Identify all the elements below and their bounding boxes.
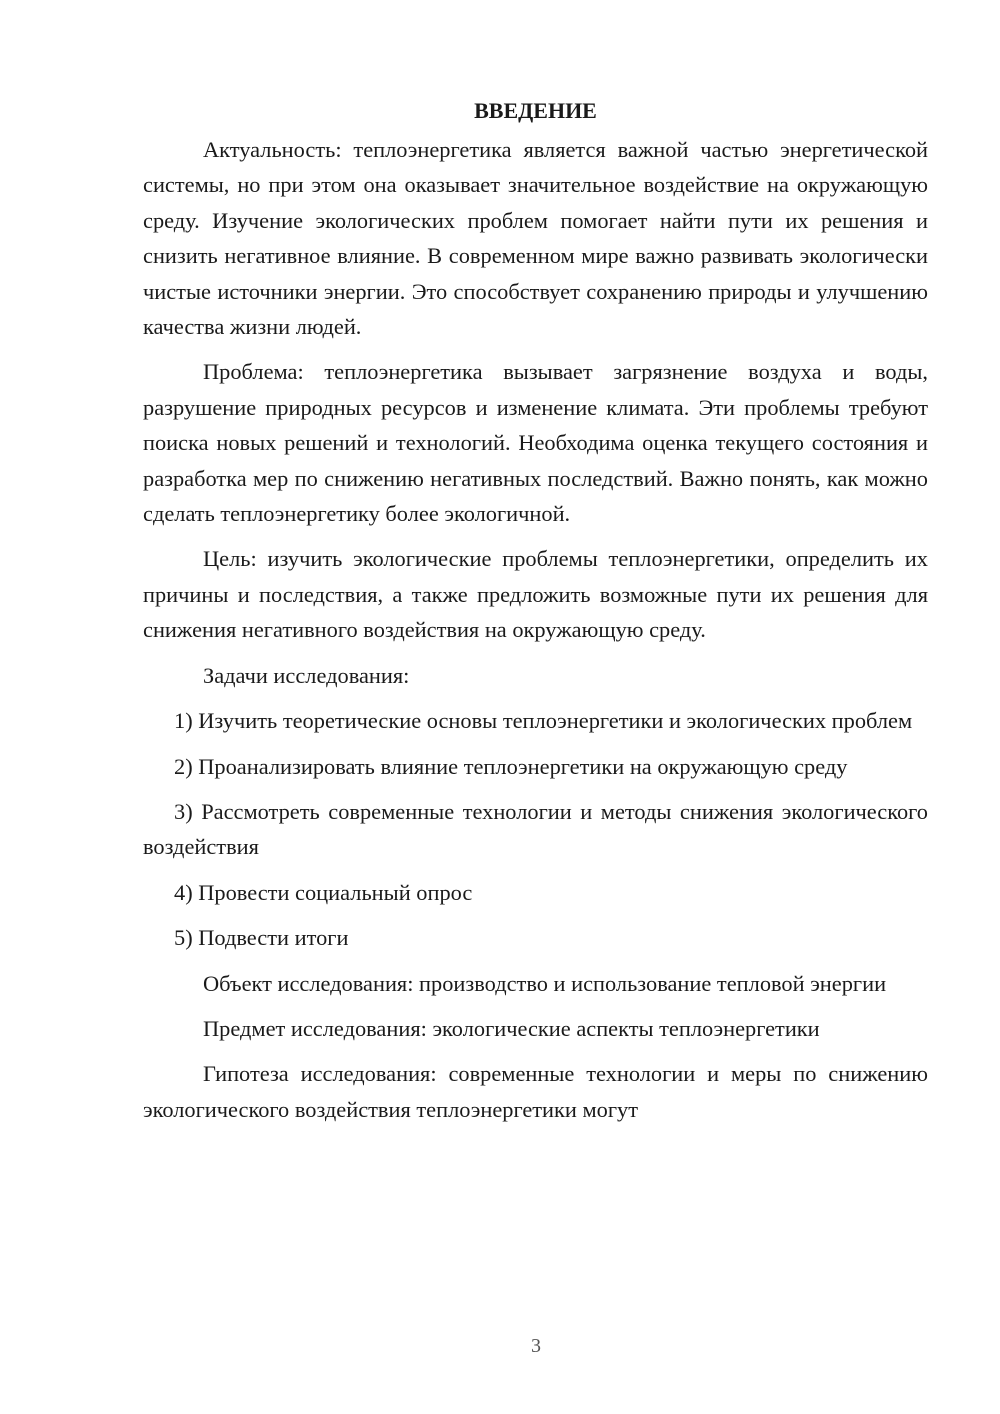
- document-page: [143, 93, 928, 1137]
- page-number: 3: [531, 1335, 541, 1357]
- paragraph-hypothesis: Гипотеза исследования: современные технологии и меры по снижению экологического воздействия теплоэнергетики могут: [143, 1061, 928, 1122]
- paragraph-problem: Проблема: теплоэнергетика вызывает загрязнение воздуха и воды, разрушение природных ресурсов и изменение климата. Эти проблемы требуют поиска новых решений и технологий. Необходима оценка текущего состояния и разработка мер по снижению негативных последствий. Важно понять, как можно сделать теплоэнергетику более экологичной.: [143, 359, 928, 527]
- task-item-3: 3) Рассмотреть современные технологии и методы снижения экологического воздействия: [143, 798, 928, 860]
- task-item-4: 4) Провести социальный опрос: [174, 879, 473, 905]
- tasks-heading: Задачи исследования:: [203, 662, 410, 688]
- paragraph-object: Объект исследования: производство и использование тепловой энергии: [203, 970, 887, 996]
- paragraph-relevance: Актуальность: теплоэнергетика является важной частью энергетической системы, но при этом она оказывает значительное воздействие на окружающую среду. Изучение экологических проблем помогает найти пути их решения и снизить негативное влияние. В современном мире важно развивать экологически чистые источники энергии. Это способствует сохранению природы и улучшению качества жизни людей.: [143, 137, 928, 340]
- page-title: ВВЕДЕНИЕ: [474, 98, 597, 123]
- paragraph-subject: Предмет исследования: экологические аспекты теплоэнергетики: [203, 1015, 820, 1041]
- paragraph-goal: Цель: изучить экологические проблемы теплоэнергетики, определить их причины и последствия, а также предложить возможные пути их решения для снижения негативного воздействия на окружающую среду.: [143, 546, 928, 643]
- task-item-5: 5) Подвести итоги: [174, 925, 349, 951]
- task-item-1: 1) Изучить теоретические основы теплоэнергетики и экологических проблем: [174, 708, 913, 734]
- task-item-2: 2) Проанализировать влияние теплоэнергетики на окружающую среду: [174, 753, 848, 779]
